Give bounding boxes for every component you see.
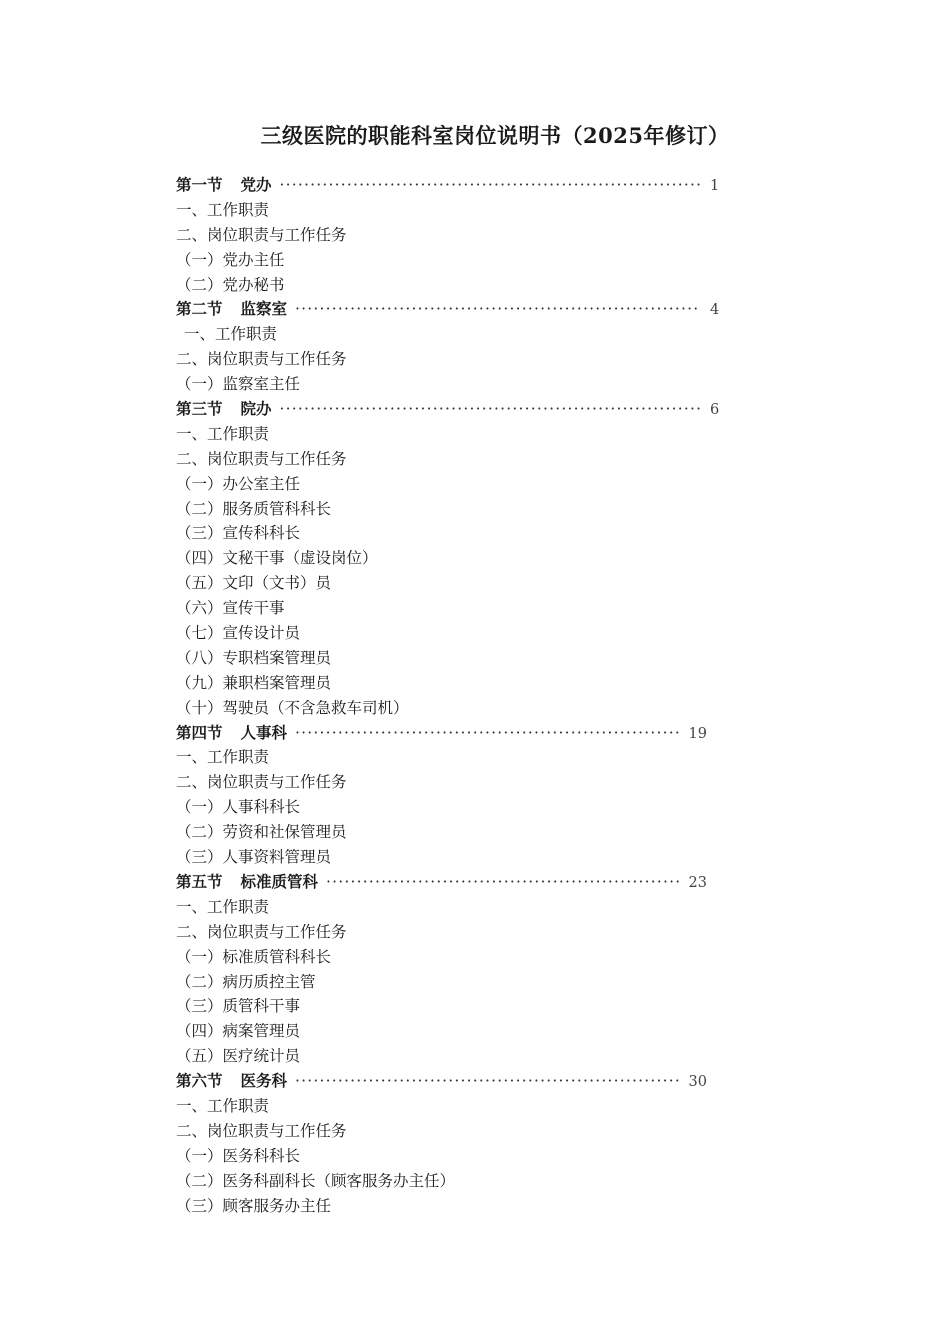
- toc-subsection-item[interactable]: 二、岗位职责与工作任务: [176, 922, 347, 941]
- toc-dot-leader: [280, 173, 700, 198]
- toc-position-item[interactable]: （八）专职档案管理员: [176, 648, 332, 667]
- toc-page-number: 19: [688, 725, 707, 742]
- toc-position-item[interactable]: （一）人事科科长: [176, 798, 301, 817]
- toc-section-heading[interactable]: [176, 1069, 724, 1094]
- toc-subsection-item[interactable]: 二、岗位职责与工作任务: [176, 1121, 347, 1140]
- table-of-contents: [176, 173, 724, 1218]
- toc-position-item[interactable]: （六）宣传干事: [176, 599, 285, 618]
- toc-section-heading[interactable]: [176, 397, 724, 422]
- toc-position-item[interactable]: （二）劳资和社保管理员: [176, 823, 347, 842]
- toc-position-item[interactable]: （三）宣传科科长: [176, 524, 301, 543]
- toc-subsection-item[interactable]: 一、工作职责: [176, 897, 270, 916]
- toc-position-item[interactable]: （一）办公室主任: [176, 474, 301, 493]
- toc-position-item[interactable]: （九）兼职档案管理员: [176, 673, 332, 692]
- toc-subsection-item[interactable]: 二、岗位职责与工作任务: [176, 449, 347, 468]
- toc-subsection-item[interactable]: 一、工作职责: [176, 1096, 270, 1115]
- toc-section-name: 党办: [240, 175, 272, 194]
- toc-dot-leader: [295, 1069, 679, 1094]
- toc-position-item[interactable]: （一）党办主任: [176, 250, 285, 269]
- toc-position-item[interactable]: （三）人事资料管理员: [176, 848, 332, 867]
- toc-position-item[interactable]: （二）医务科副科长（顾客服务办主任）: [176, 1171, 456, 1190]
- toc-dot-leader: [295, 721, 679, 746]
- toc-position-item[interactable]: （二）党办秘书: [176, 275, 285, 294]
- toc-position-item[interactable]: （二）服务质管科科长: [176, 499, 332, 518]
- toc-section-name: 监察室: [240, 299, 288, 319]
- toc-position-item[interactable]: （四）文秘干事（虚设岗位）: [176, 549, 378, 568]
- toc-subsection-item[interactable]: 二、岗位职责与工作任务: [176, 773, 347, 792]
- toc-dot-leader: [295, 297, 700, 322]
- toc-subsection-item[interactable]: 一、工作职责: [184, 325, 278, 344]
- toc-section-label: 第六节: [176, 1071, 223, 1091]
- toc-position-item[interactable]: （四）病案管理员: [176, 1022, 301, 1041]
- toc-page-number: 4: [710, 302, 720, 319]
- toc-page-number: 23: [688, 874, 707, 891]
- toc-section-heading[interactable]: [176, 870, 724, 895]
- toc-dot-leader: [326, 870, 679, 895]
- toc-subsection-item[interactable]: 二、岗位职责与工作任务: [176, 225, 347, 244]
- toc-section-label: 第二节: [176, 299, 223, 319]
- toc-section-name: 人事科: [240, 722, 288, 742]
- toc-section-label: 第四节: [176, 722, 223, 742]
- toc-page-number: 1: [710, 178, 720, 194]
- toc-position-item[interactable]: （三）顾客服务办主任: [176, 1196, 332, 1215]
- toc-subsection-item[interactable]: 一、工作职责: [176, 748, 270, 767]
- toc-position-item[interactable]: （一）监察室主任: [176, 375, 301, 394]
- toc-position-item[interactable]: （五）医疗统计员: [176, 1047, 301, 1066]
- toc-subsection-item[interactable]: 二、岗位职责与工作任务: [176, 350, 347, 369]
- toc-page-number: 30: [688, 1074, 707, 1091]
- toc-section-label: 第五节: [176, 871, 223, 891]
- document-title: 三级医院的职能科室岗位说明书（2025年修订）: [260, 123, 730, 148]
- toc-position-item[interactable]: （十）驾驶员（不含急救车司机）: [176, 698, 409, 717]
- toc-section-heading[interactable]: [176, 297, 724, 322]
- toc-section-name: 标准质管科: [240, 871, 319, 891]
- toc-section-name: 院办: [240, 399, 272, 419]
- toc-section-name: 医务科: [240, 1071, 288, 1091]
- toc-page-number: 6: [710, 402, 720, 419]
- toc-dot-leader: [280, 397, 700, 422]
- toc-position-item[interactable]: （五）文印（文书）员: [176, 574, 332, 593]
- toc-section-heading[interactable]: [176, 173, 724, 198]
- toc-section-label: 第三节: [176, 399, 223, 419]
- toc-subsection-item[interactable]: 一、工作职责: [176, 424, 270, 443]
- toc-position-item[interactable]: （七）宣传设计员: [176, 624, 301, 643]
- toc-position-item[interactable]: （三）质管科干事: [176, 997, 301, 1016]
- toc-position-item[interactable]: （一）医务科科长: [176, 1146, 301, 1165]
- toc-position-item[interactable]: （一）标准质管科科长: [176, 947, 332, 966]
- toc-subsection-item[interactable]: 一、工作职责: [176, 200, 270, 219]
- toc-position-item[interactable]: （二）病历质控主管: [176, 972, 316, 991]
- toc-section-heading[interactable]: [176, 721, 724, 746]
- toc-section-label: 第一节: [176, 175, 223, 194]
